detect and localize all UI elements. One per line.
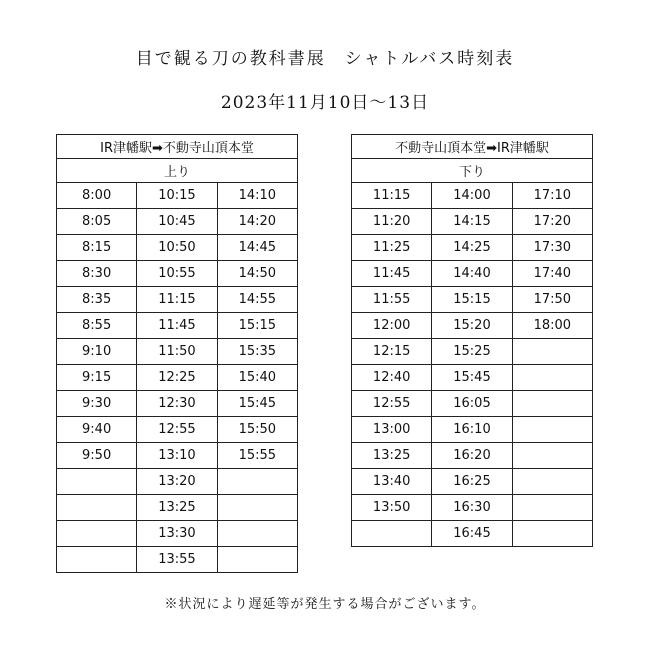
time-cell [57,547,137,573]
time-cell: 16:10 [432,417,512,443]
time-cell: 14:55 [217,287,297,313]
time-cell: 16:30 [432,495,512,521]
table-row [352,417,593,443]
time-cell: 13:00 [352,417,432,443]
time-cell: 12:00 [352,313,432,339]
table-row [352,469,593,495]
time-cell: 16:25 [432,469,512,495]
time-cell: 13:55 [137,547,217,573]
time-cell: 9:50 [57,443,137,469]
time-cell: 13:50 [352,495,432,521]
table-row [57,313,298,339]
time-cell: 14:25 [432,235,512,261]
table-row [352,313,593,339]
time-cell: 12:55 [352,391,432,417]
table-row [352,235,593,261]
time-cell [217,469,297,495]
time-cell: 15:45 [217,391,297,417]
time-cell: 8:30 [57,261,137,287]
time-cell [512,339,592,365]
time-cell: 17:20 [512,209,592,235]
table-row [57,443,298,469]
time-cell: 12:55 [137,417,217,443]
direction-header: 下り [352,159,593,183]
table-row [57,261,298,287]
table-row [57,183,298,209]
time-cell: 10:45 [137,209,217,235]
time-cell: 9:10 [57,339,137,365]
time-cell: 14:50 [217,261,297,287]
time-cell: 15:50 [217,417,297,443]
time-cell [217,547,297,573]
time-cell: 14:00 [432,183,512,209]
time-cell: 9:30 [57,391,137,417]
timetable-down [351,134,593,547]
time-cell: 17:10 [512,183,592,209]
route-header: IR津幡駅➡不動寺山頂本堂 [57,135,298,159]
time-cell: 8:15 [57,235,137,261]
time-cell: 17:50 [512,287,592,313]
time-cell: 15:40 [217,365,297,391]
time-cell: 11:50 [137,339,217,365]
table-row [352,261,593,287]
time-cell [512,495,592,521]
time-cell: 14:20 [217,209,297,235]
page-title: 目で観る刀の教科書展 シャトルバス時刻表 [135,49,515,69]
table-row [352,365,593,391]
time-cell [217,521,297,547]
time-cell [57,495,137,521]
table-row [57,547,298,573]
table-row [57,287,298,313]
timetable-up [56,134,298,573]
time-cell [512,417,592,443]
time-cell: 14:10 [217,183,297,209]
time-cell: 15:15 [432,287,512,313]
time-cell: 8:55 [57,313,137,339]
table-row [57,495,298,521]
time-cell: 9:15 [57,365,137,391]
route-header: 不動寺山頂本堂➡IR津幡駅 [352,135,593,159]
table-row [57,391,298,417]
table-row [57,339,298,365]
time-cell: 15:45 [432,365,512,391]
time-cell [512,443,592,469]
time-cell [217,495,297,521]
table-row [57,521,298,547]
time-cell: 15:35 [217,339,297,365]
time-cell [512,521,592,547]
time-cell: 12:25 [137,365,217,391]
table-row [352,287,593,313]
time-cell: 10:50 [137,235,217,261]
time-cell: 8:05 [57,209,137,235]
time-cell: 12:15 [352,339,432,365]
time-cell: 11:20 [352,209,432,235]
time-cell: 11:25 [352,235,432,261]
direction-header: 上り [57,159,298,183]
table-row [352,209,593,235]
time-cell: 15:25 [432,339,512,365]
time-cell: 13:10 [137,443,217,469]
time-cell: 16:45 [432,521,512,547]
time-cell: 12:30 [137,391,217,417]
table-row [352,443,593,469]
time-cell [512,365,592,391]
time-cell: 14:45 [217,235,297,261]
time-cell: 14:40 [432,261,512,287]
time-cell: 13:40 [352,469,432,495]
time-cell: 12:40 [352,365,432,391]
table-row [57,469,298,495]
time-cell: 9:40 [57,417,137,443]
time-cell: 15:55 [217,443,297,469]
time-cell: 13:25 [137,495,217,521]
table-row [57,365,298,391]
time-cell: 8:00 [57,183,137,209]
table-row [57,235,298,261]
table-row [352,521,593,547]
table-row [57,417,298,443]
table-row [352,339,593,365]
time-cell: 11:15 [137,287,217,313]
date-range: 2023年11月10日～13日 [220,93,430,113]
time-cell [57,521,137,547]
time-cell: 8:35 [57,287,137,313]
time-cell [57,469,137,495]
time-cell: 10:55 [137,261,217,287]
time-cell: 11:55 [352,287,432,313]
time-cell [352,521,432,547]
delay-note: ※状況により遅延等が発生する場合がございます。 [164,597,486,612]
time-cell: 17:40 [512,261,592,287]
table-row [352,495,593,521]
time-cell: 16:20 [432,443,512,469]
time-cell [512,469,592,495]
time-cell: 15:15 [217,313,297,339]
table-row [352,391,593,417]
time-cell: 17:30 [512,235,592,261]
time-cell: 13:25 [352,443,432,469]
time-cell: 14:15 [432,209,512,235]
time-cell: 11:45 [137,313,217,339]
time-cell: 10:15 [137,183,217,209]
time-cell: 18:00 [512,313,592,339]
time-cell: 11:45 [352,261,432,287]
time-cell: 13:30 [137,521,217,547]
table-row [352,183,593,209]
time-cell: 15:20 [432,313,512,339]
time-cell [512,391,592,417]
time-cell: 11:15 [352,183,432,209]
time-cell: 16:05 [432,391,512,417]
table-row [57,209,298,235]
time-cell: 13:20 [137,469,217,495]
